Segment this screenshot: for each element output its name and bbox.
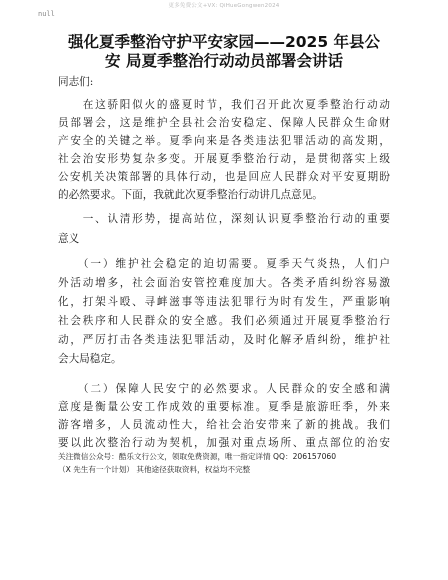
salutation: 同志们: bbox=[58, 76, 94, 88]
section-heading: 一、认清形势，提高站位，深刻认识夏季整治行动的重要 bbox=[58, 213, 390, 225]
paragraph-line: 社会治安形势复杂多变。开展夏季整治行动，是贯彻落实上级 bbox=[58, 153, 390, 165]
paragraph-line: 员部署会，这是维护全县社会治安稳定、保障人民群众生命财 bbox=[58, 117, 390, 129]
title-line-2: 安 局夏季整治行动动员部署会讲话 bbox=[105, 52, 343, 70]
paragraph-line: 动，严厉打击各类违法犯罪活动，及时化解矛盾纠纷，维护社 bbox=[58, 334, 390, 346]
paragraph-line: （一）维护社会稳定的迫切需要。夏季天气炎热，人们户 bbox=[58, 258, 390, 270]
paragraph-line: 在这骄阳似火的盛夏时节，我们召开此次夏季整治行动动 bbox=[58, 99, 390, 111]
title-line-1: 强化夏季整治守护平安家园——2025 年县公 bbox=[67, 33, 381, 51]
paragraph-line: 会大局稳定。 bbox=[58, 353, 122, 365]
footer-notice: 关注微信公众号：酷乐文行公文，领取免费资源，唯一指定详情 QQ：206157060 bbox=[58, 452, 337, 461]
paragraph-line: 外活动增多，社会面治安管控难度加大。各类矛盾纠纷容易激 bbox=[58, 277, 390, 289]
paragraph-line: 游客增多，人员流动性大，给社会治安带来了新的挑战。我们 bbox=[58, 419, 390, 431]
paragraph-line: 意度是衡量公安工作成效的重要标准。夏季是旅游旺季，外来 bbox=[58, 401, 390, 413]
paragraph-line: （二）保障人民安宁的必然要求。人民群众的安全感和满 bbox=[58, 383, 390, 395]
paragraph-line: 的必然要求。下面，我就此次夏季整治行动讲几点意见。 bbox=[58, 189, 323, 201]
paragraph-line: 公安机关决策部署的具体行动，也是回应人民群众对平安夏期盼 bbox=[58, 171, 390, 183]
document-id: null bbox=[38, 10, 55, 18]
header-watermark: 更多免费公文+VX: QiHueGongwen2024 bbox=[168, 3, 280, 9]
document-title bbox=[40, 33, 408, 71]
paragraph-line: 化，打架斗殴、寻衅滋事等违法犯罪行为时有发生，严重影响 bbox=[58, 296, 390, 308]
footer-notice: （X 先生有一个计划） 其他途径获取资料，权益均不完整 bbox=[58, 465, 251, 474]
paragraph-line: 社会秩序和人民群众的安全感。我们必须通过开展夏季整治行 bbox=[58, 315, 390, 327]
paragraph-line: 要以此次整治行动为契机，加强对重点场所、重点部位的治安 bbox=[58, 437, 390, 449]
section-heading: 意义 bbox=[58, 233, 80, 245]
paragraph-line: 产安全的关键之举。夏季向来是各类违法犯罪活动的高发期， bbox=[58, 135, 390, 147]
